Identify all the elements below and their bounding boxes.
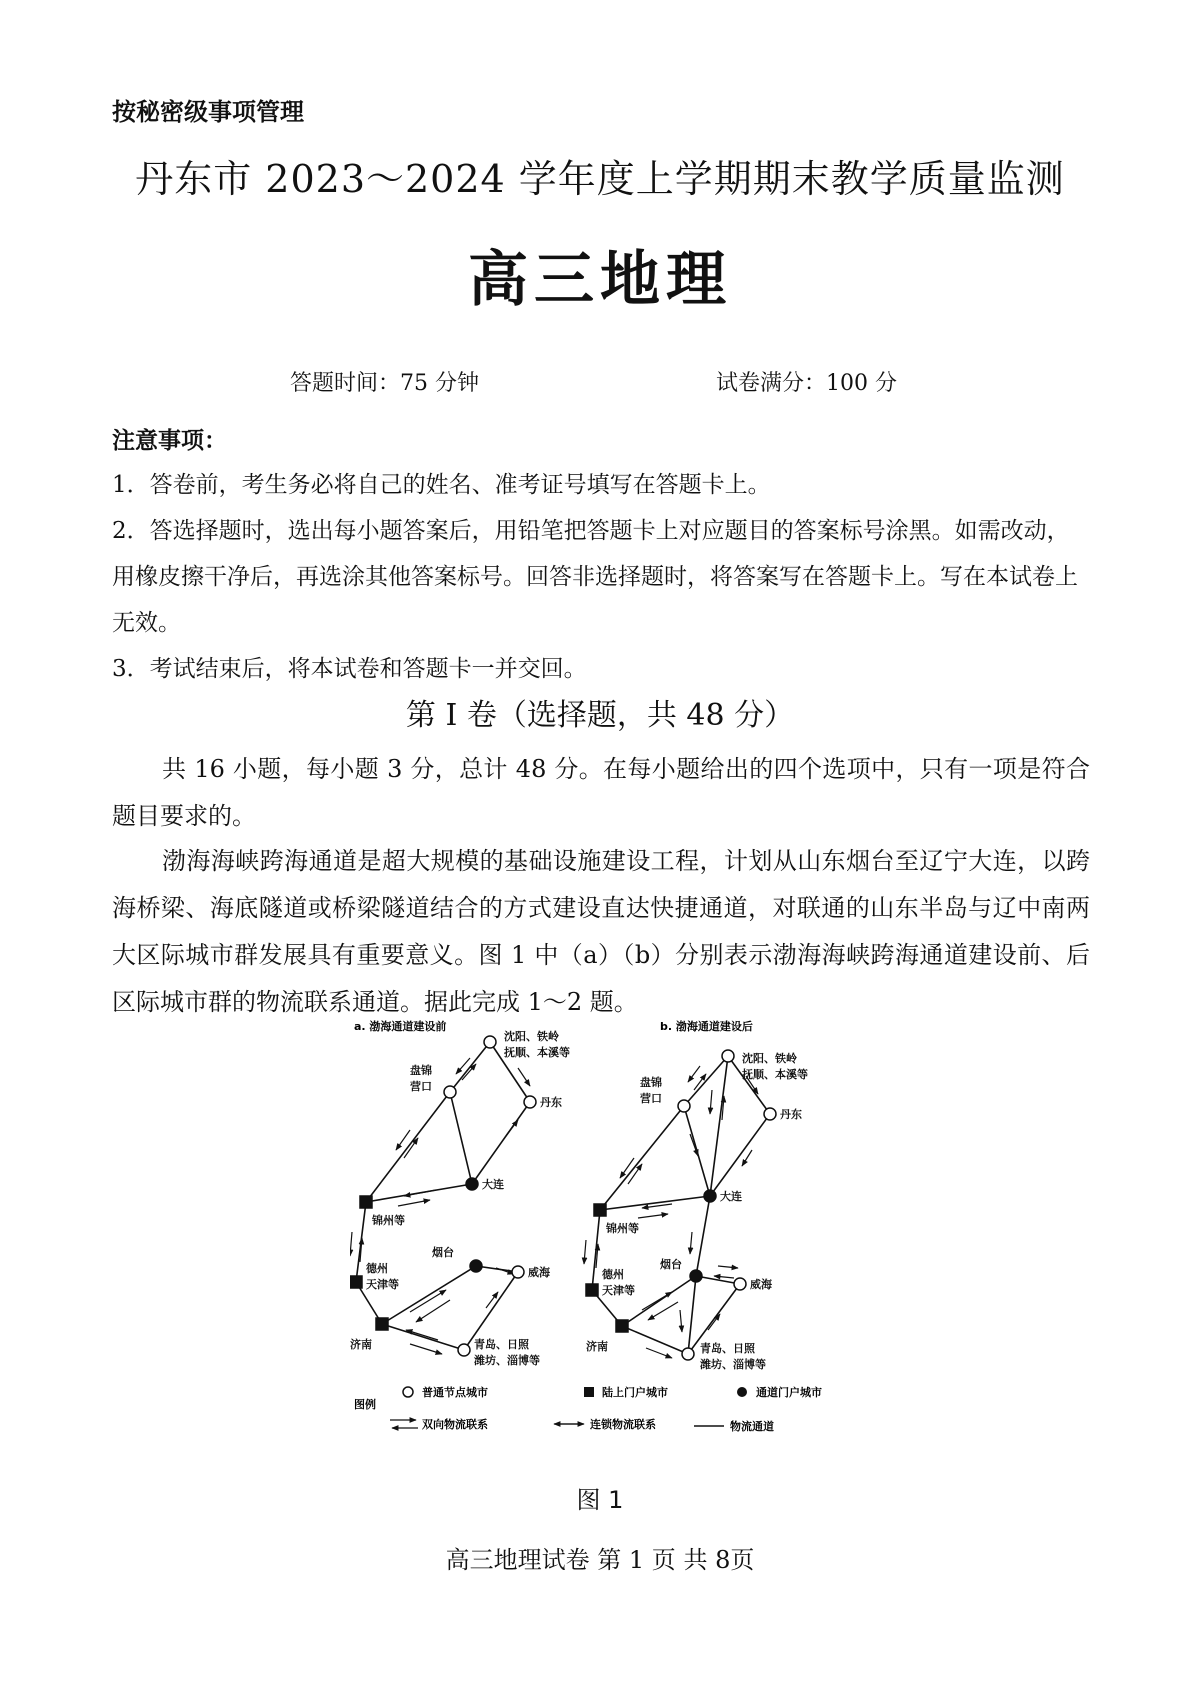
section-title: 第 I 卷（选择题，共 48 分） xyxy=(405,698,795,733)
svg-text:抚顺、本溪等: 抚顺、本溪等 xyxy=(742,1068,808,1081)
notice-heading: 注意事项： xyxy=(112,427,227,454)
svg-text:烟台: 烟台 xyxy=(660,1258,682,1271)
svg-text:营口: 营口 xyxy=(640,1092,662,1105)
svg-text:天津等: 天津等 xyxy=(366,1278,399,1291)
svg-text:抚顺、本溪等: 抚顺、本溪等 xyxy=(504,1046,570,1059)
node-weihai-a xyxy=(512,1266,524,1278)
svg-text:潍坊、淄博等: 潍坊、淄博等 xyxy=(700,1358,766,1371)
notice-item-1: 1．答卷前，考生务必将自己的姓名、准考证号填写在答题卡上。 xyxy=(112,472,771,498)
exam-time: 答题时间：75 分钟 xyxy=(290,371,479,396)
node-dalian-b xyxy=(704,1190,716,1202)
page-footer: 高三地理试卷 第 1 页 共 8页 xyxy=(445,1546,755,1574)
node-shenyang-b xyxy=(722,1050,734,1062)
svg-text:双向物流联系: 双向物流联系 xyxy=(422,1418,488,1431)
svg-text:沈阳、铁岭: 沈阳、铁岭 xyxy=(742,1052,797,1065)
node-panjin-a xyxy=(444,1086,456,1098)
svg-text:物流通道: 物流通道 xyxy=(730,1420,774,1433)
svg-text:图例: 图例 xyxy=(354,1398,376,1411)
figure-caption: 图 1 xyxy=(576,1486,624,1514)
panel-a-flow-arrows xyxy=(350,1058,530,1354)
panel-b-flow-arrows xyxy=(584,1066,758,1358)
svg-text:济南: 济南 xyxy=(586,1340,608,1353)
full-score: 试卷满分：100 分 xyxy=(716,371,897,396)
svg-text:德州: 德州 xyxy=(602,1268,624,1281)
question-passage: 渤海海峡跨海通道是超大规模的基础设施建设工程，计划从山东烟台至辽宁大连，以跨海桥梁、海底隧道或桥梁隧道结合的方式建设直达快捷通道，对联通的山东半岛与辽中南两大区际城市群发展具有重要意义。图 1 中（a）（b）分别表示渤海海峡跨海通道建设前、后区际城市群的物流联系通道。据此完成 1～2 题。 xyxy=(112,847,1090,1016)
svg-text:丹东: 丹东 xyxy=(540,1096,562,1109)
node-jinzhou-a xyxy=(360,1196,372,1208)
panel-b-nodes xyxy=(586,1050,776,1360)
svg-text:锦州等: 锦州等 xyxy=(372,1214,405,1227)
section-instructions: 共 16 小题，每小题 3 分，总计 48 分。在每小题给出的四个选项中，只有一项是符合题目要求的。 xyxy=(112,755,1090,830)
panel-b-title: b. 渤海通道建设后 xyxy=(660,1020,753,1033)
svg-text:沈阳、铁岭: 沈阳、铁岭 xyxy=(504,1030,559,1043)
svg-text:威海: 威海 xyxy=(528,1266,550,1279)
svg-text:通道门户城市: 通道门户城市 xyxy=(756,1386,822,1399)
node-yantai-a xyxy=(470,1260,482,1272)
subject-title: 高三地理 xyxy=(468,245,732,315)
svg-text:连锁物流联系: 连锁物流联系 xyxy=(590,1418,656,1431)
node-dandong-a xyxy=(524,1096,536,1108)
notice-item-3: 3．考试结束后，将本试卷和答题卡一并交回。 xyxy=(112,656,587,682)
node-qingdao-a xyxy=(458,1344,470,1356)
svg-text:营口: 营口 xyxy=(410,1080,432,1093)
node-jinan-b xyxy=(616,1320,628,1332)
panel-a-map xyxy=(356,1042,530,1350)
figure-1 xyxy=(350,1010,910,1470)
node-jinan-a xyxy=(376,1318,388,1330)
panel-a-nodes xyxy=(350,1036,536,1356)
svg-text:天津等: 天津等 xyxy=(602,1284,635,1297)
node-jinzhou-b xyxy=(594,1204,606,1216)
svg-text:大连: 大连 xyxy=(482,1178,504,1191)
exam-title: 丹东市 2023～2024 学年度上学期期末教学质量监测 xyxy=(135,157,1065,201)
svg-text:盘锦: 盘锦 xyxy=(640,1076,662,1089)
svg-text:烟台: 烟台 xyxy=(432,1246,454,1259)
svg-text:普通节点城市: 普通节点城市 xyxy=(422,1386,488,1399)
svg-text:盘锦: 盘锦 xyxy=(410,1064,432,1077)
svg-text:威海: 威海 xyxy=(750,1278,772,1291)
node-dalian-a xyxy=(466,1178,478,1190)
node-dandong-b xyxy=(764,1108,776,1120)
svg-text:济南: 济南 xyxy=(350,1338,372,1351)
svg-text:青岛、日照: 青岛、日照 xyxy=(474,1338,529,1351)
svg-text:陆上门户城市: 陆上门户城市 xyxy=(602,1386,668,1399)
classification-note: 按秘密级事项管理 xyxy=(112,97,304,126)
node-weihai-b xyxy=(734,1278,746,1290)
svg-text:丹东: 丹东 xyxy=(780,1108,802,1121)
node-dezhou-b xyxy=(586,1284,598,1296)
svg-text:青岛、日照: 青岛、日照 xyxy=(700,1342,755,1355)
notice-item-2: 2．答选择题时，选出每小题答案后，用铅笔把答题卡上对应题目的答案标号涂黑。如需改动，用橡皮擦干净后，再选涂其他答案标号。回答非选择题时，将答案写在答题卡上。写在本试卷上无效。 xyxy=(112,518,1078,636)
svg-text:锦州等: 锦州等 xyxy=(606,1222,639,1235)
node-panjin-b xyxy=(678,1100,690,1112)
svg-text:潍坊、淄博等: 潍坊、淄博等 xyxy=(474,1354,540,1367)
svg-text:大连: 大连 xyxy=(720,1190,742,1203)
node-yantai-b xyxy=(690,1270,702,1282)
panel-a-title: a. 渤海通道建设前 xyxy=(354,1020,447,1033)
node-qingdao-b xyxy=(682,1348,694,1360)
node-dezhou-a xyxy=(350,1276,362,1288)
figure-legend xyxy=(354,1385,822,1433)
node-shenyang-a xyxy=(484,1036,496,1048)
svg-text:德州: 德州 xyxy=(366,1262,388,1275)
